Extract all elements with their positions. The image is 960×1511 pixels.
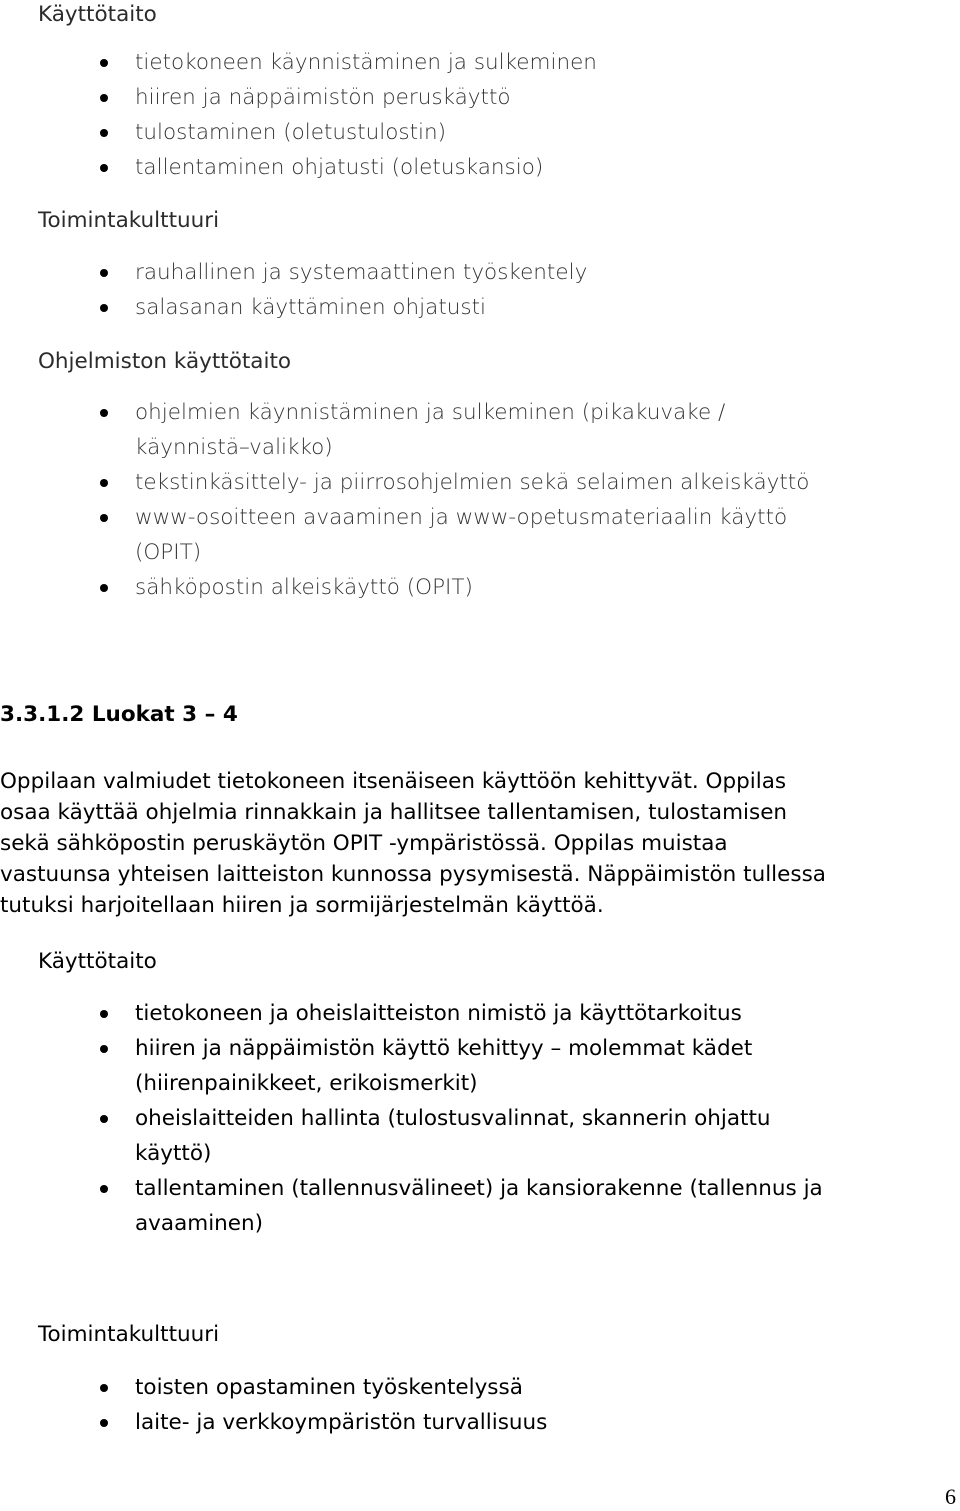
list-item: www-osoitteen avaaminen ja www-opetusmateriaalin käyttö (OPIT)	[0, 500, 809, 570]
bullet-icon	[100, 1185, 108, 1193]
bullet-icon	[100, 94, 108, 102]
list-item: laite- ja verkkoympäristön turvallisuus	[0, 1405, 547, 1440]
heading-kayttotaito-2: Käyttötaito	[38, 949, 157, 974]
bullet-icon	[100, 514, 108, 522]
list-item: oheislaitteiden hallinta (tulostusvalinnat, skannerin ohjattu käyttö)	[0, 1101, 823, 1171]
paragraph-line: vastuunsa yhteisen laitteiston kunnossa pysymisestä. Näppäimistön tullessa	[0, 862, 826, 887]
bullet-icon	[100, 479, 108, 487]
bullet-icon	[100, 129, 108, 137]
list-item: tallentaminen (tallennusvälineet) ja kansiorakenne (tallennus ja avaaminen)	[0, 1171, 823, 1241]
bullet-icon	[100, 1010, 108, 1018]
page-number: 6	[945, 1484, 956, 1509]
list-ohjelmiston-kayttotaito	[0, 395, 809, 605]
paragraph-line: osaa käyttää ohjelmia rinnakkain ja hallitsee tallentamisen, tulostamisen	[0, 800, 788, 825]
bullet-icon	[100, 584, 108, 592]
bullet-icon	[100, 59, 108, 67]
list-item: toisten opastaminen työskentelyssä	[0, 1370, 547, 1405]
intro-paragraph	[0, 766, 960, 921]
list-item: salasanan käyttäminen ohjatusti	[0, 290, 587, 325]
bullet-icon	[100, 269, 108, 277]
list-item: tallentaminen ohjatusti (oletuskansio)	[0, 150, 597, 185]
bullet-icon	[100, 1419, 108, 1427]
list-item: tulostaminen (oletustulostin)	[0, 115, 597, 150]
list-item: tietokoneen ja oheislaitteiston nimistö ja käyttötarkoitus	[0, 996, 823, 1031]
list-kayttotaito-2	[0, 996, 823, 1241]
paragraph-line: sekä sähköpostin peruskäytön OPIT -ympäristössä. Oppilas muistaa	[0, 831, 728, 856]
list-kayttotaito	[0, 45, 597, 185]
section-title: 3.3.1.2 Luokat 3 – 4	[0, 702, 238, 727]
bullet-icon	[100, 1045, 108, 1053]
list-item: ohjelmien käynnistäminen ja sulkeminen (pikakuvake / käynnistä–valikko)	[0, 395, 809, 465]
bullet-icon	[100, 409, 108, 417]
bullet-icon	[100, 304, 108, 312]
heading-kayttotaito: Käyttötaito	[38, 2, 157, 27]
list-item: tekstinkäsittely- ja piirrosohjelmien sekä selaimen alkeiskäyttö	[0, 465, 809, 500]
bullet-icon	[100, 1384, 108, 1392]
bullet-icon	[100, 1115, 108, 1123]
heading-ohjelmiston-kayttotaito: Ohjelmiston käyttötaito	[38, 349, 292, 374]
heading-toimintakulttuuri: Toimintakulttuuri	[38, 208, 220, 233]
list-item: rauhallinen ja systemaattinen työskentely	[0, 255, 587, 290]
list-item: tietokoneen käynnistäminen ja sulkeminen	[0, 45, 597, 80]
bullet-icon	[100, 164, 108, 172]
paragraph-line: tutuksi harjoitellaan hiiren ja sormijärjestelmän käyttöä.	[0, 893, 604, 918]
list-toimintakulttuuri-2	[0, 1370, 547, 1440]
paragraph-line: Oppilaan valmiudet tietokoneen itsenäiseen käyttöön kehittyvät. Oppilas	[0, 769, 787, 794]
list-toimintakulttuuri	[0, 255, 587, 325]
list-item: hiiren ja näppäimistön peruskäyttö	[0, 80, 597, 115]
list-item: sähköpostin alkeiskäyttö (OPIT)	[0, 570, 809, 605]
list-item: hiiren ja näppäimistön käyttö kehittyy – molemmat kädet (hiirenpainikkeet, erikoismerkit)	[0, 1031, 823, 1101]
heading-toimintakulttuuri-2: Toimintakulttuuri	[38, 1322, 220, 1347]
